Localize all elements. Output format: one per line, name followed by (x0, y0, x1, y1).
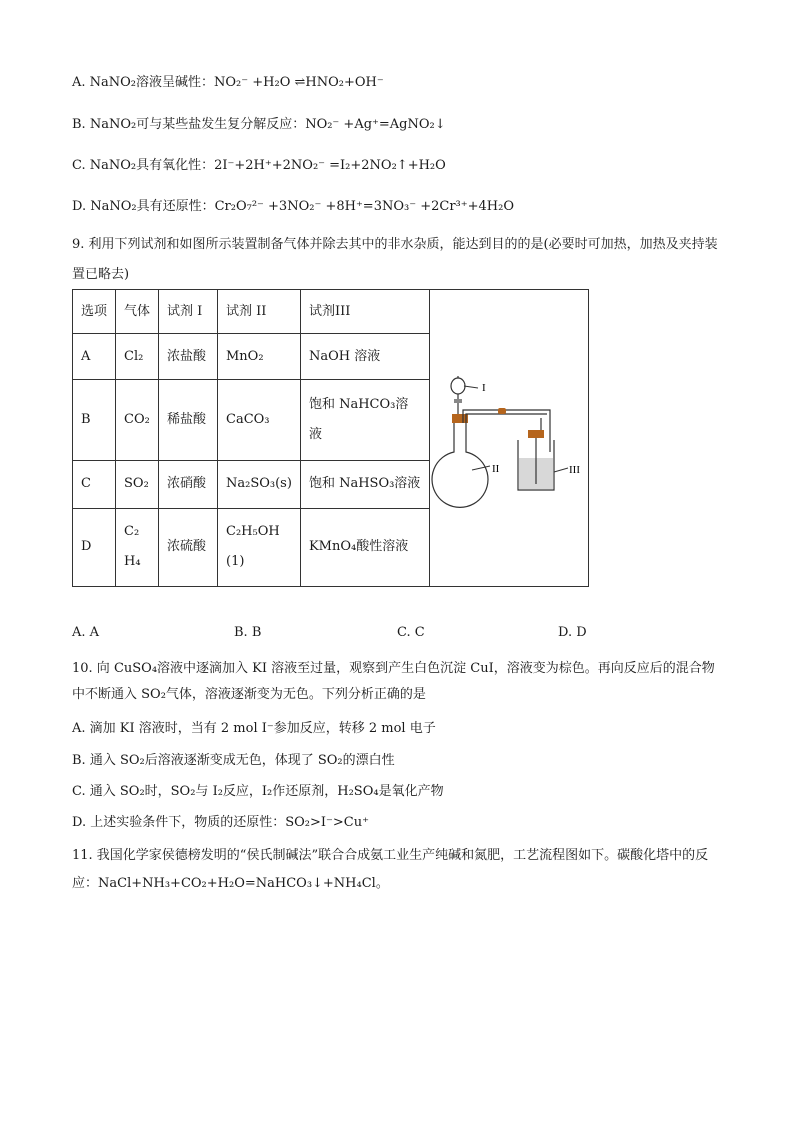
table-cell: MnO₂ (218, 334, 301, 380)
apparatus-cell (429, 290, 588, 587)
label-i: I (481, 382, 486, 394)
label-ii: II (491, 463, 500, 475)
table-cell: 饱和 NaHCO₃溶液 (300, 380, 429, 460)
question-10: 10. 向 CuSO₄溶液中逐滴加入 KI 溶液至过量，观察到产生白色沉淀 CuI，溶液变为棕色。再向反应后的混合物中不断通入 SO₂气体，溶液逐渐变为无色。下列分析正确的是 (72, 661, 715, 702)
table-cell: 浓盐酸 (159, 334, 218, 380)
table-cell: C₂H₄ (116, 508, 159, 586)
table-header-row (73, 290, 589, 334)
table-cell: CaCO₃ (218, 380, 301, 460)
table-cell: NaOH 溶液 (300, 334, 429, 380)
q10-option-b: B. 通入 SO₂后溶液逐渐变成无色，体现了 SO₂的漂白性 (72, 753, 395, 768)
header-cell: 试剂III (300, 290, 429, 334)
q9-answer-choices (72, 625, 722, 645)
question-9: 9. 利用下列试剂和如图所示装置制备气体并除去其中的非水杂质，能达到目的的是(必要时可加热，加热及夹持装置已略去) (72, 237, 718, 282)
answer-a: A. A (72, 625, 100, 640)
question-11: 11. 我国化学家侯德榜发明的“侯氏制碱法”联合合成氨工业生产纯碱和氮肥，工艺流程图如下。碳酸化塔中的反应：NaCl+NH₃+CO₂+H₂O=NaHCO₃↓+NH₄Cl。 (72, 848, 709, 891)
table-cell: 饱和 NaHSO₃溶液 (300, 460, 429, 508)
answer-c: C. C (397, 625, 425, 640)
answer-d: D. D (558, 625, 587, 640)
header-cell: 选项 (73, 290, 116, 334)
q10-option-c: C. 通入 SO₂时，SO₂与 I₂反应，I₂作还原剂，H₂SO₄是氧化产物 (72, 784, 444, 799)
table-cell: Cl₂ (116, 334, 159, 380)
table-cell: 稀盐酸 (159, 380, 218, 460)
table-cell: D (73, 508, 116, 586)
table-cell: A (73, 334, 116, 380)
table-cell: C (73, 460, 116, 508)
header-cell: 试剂 II (218, 290, 301, 334)
option-c-nano2: C. NaNO₂具有氧化性：2I⁻+2H⁺+2NO₂⁻ =I₂+2NO₂↑+H₂O (72, 158, 446, 173)
apparatus-figure (430, 290, 588, 586)
table-cell: 浓硝酸 (159, 460, 218, 508)
header-cell: 试剂 I (159, 290, 218, 334)
q10-option-d: D. 上述实验条件下，物质的还原性：SO₂>I⁻>Cu⁺ (72, 815, 369, 830)
option-a-nano2: A. NaNO₂溶液呈碱性：NO₂⁻ +H₂O ⇌HNO₂+OH⁻ (72, 75, 384, 90)
label-iii: III (568, 464, 580, 476)
table-cell: CO₂ (116, 380, 159, 460)
header-cell: 气体 (116, 290, 159, 334)
table-cell: C₂H₅OH(1) (218, 508, 301, 586)
table-cell: SO₂ (116, 460, 159, 508)
answer-b: B. B (234, 625, 262, 640)
table-cell: B (73, 380, 116, 460)
table-cell: 浓硫酸 (159, 508, 218, 586)
option-b-nano2: B. NaNO₂可与某些盐发生复分解反应：NO₂⁻ +Ag⁺=AgNO₂↓ (72, 117, 446, 132)
reagent-table (72, 289, 589, 587)
table-cell: KMnO₄酸性溶液 (300, 508, 429, 586)
table-cell: Na₂SO₃(s) (218, 460, 301, 508)
option-d-nano2: D. NaNO₂具有还原性：Cr₂O₇²⁻ +3NO₂⁻ +8H⁺=3NO₃⁻ +2Cr³⁺+4H₂O (72, 199, 514, 214)
q10-option-a: A. 滴加 KI 溶液时，当有 2 mol I⁻参加反应，转移 2 mol 电子 (72, 721, 436, 736)
